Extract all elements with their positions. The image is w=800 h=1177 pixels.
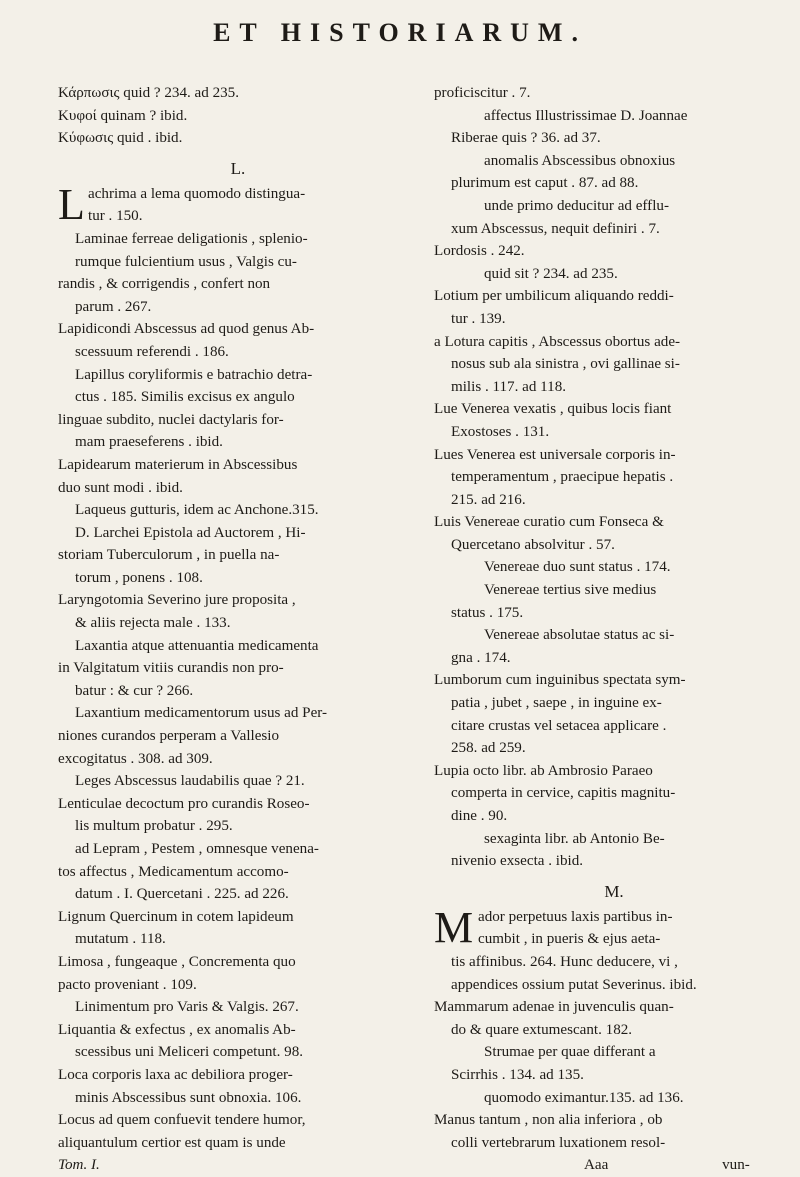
index-line: Laxantia atque attenuantia medicamenta [75,637,319,654]
index-line: Κυφοί quinam ? ibid. [58,107,188,124]
index-line: gna . 174. [451,649,511,666]
index-line: do & quare extumescant. 182. [451,1021,633,1038]
left-column [58,82,418,1177]
index-line: Lues Venerea est universale corporis in- [434,446,676,463]
left-body-entries [58,228,418,1154]
index-line: Lapidearum materierum in Abscessibus [58,456,298,473]
index-line: ctus . 185. Similis excisus ex angulo [75,389,295,406]
index-line: affectus Illustrissimae D. Joannae [484,107,688,124]
right-column [434,82,794,1177]
index-line: Lenticulae decoctum pro curandis Roseo- [58,795,310,812]
index-line: citare crustas vel setacea applicare . [451,717,667,734]
index-line: Lue Venerea vexatis , quibus locis fiant [434,401,672,418]
signature-mark: Aaa [584,1157,609,1174]
index-line: Quercetano absolvitur . 57. [451,536,615,553]
index-line: niones curandos perperam a Vallesio [58,728,280,745]
index-line: Scirrhis . 134. ad 135. [451,1066,584,1083]
index-line: dine . 90. [451,808,508,824]
index-line: quomodo eximantur.135. ad 136. [484,1089,684,1106]
index-line: Manus tantum , non alia inferiora , ob [434,1112,663,1129]
dropcap-entry-m [434,902,794,952]
index-line: 258. ad 259. [451,740,526,757]
index-line: Linimentum pro Varis & Valgis. 267. [75,999,299,1016]
index-line: mutatum . 118. [75,931,166,948]
index-line: Laryngotomia Severino jure proposita , [58,592,296,609]
index-line: Exostoses . 131. [451,423,550,440]
index-line: 215. ad 216. [451,491,526,508]
index-line: mam praeseferens . ibid. [75,434,223,451]
index-line: in Valgitatum vitiis curandis non pro- [58,660,284,677]
index-line: & aliis rejecta male . 133. [75,615,231,632]
index-line: Venereae duo sunt status . 174. [484,559,671,576]
index-line: ad Lepram , Pestem , omnesque venena- [75,841,319,857]
index-line: Strumae per quae differant a [484,1044,656,1061]
index-line: Venereae tertius sive medius [484,582,657,599]
index-line: Venereae absolutae status ac si- [484,627,675,644]
index-line: Lordosis . 242. [434,243,525,260]
index-line: pacto proveniant . 109. [58,976,197,993]
index-line: temperamentum , praecipue hepatis . [451,469,674,486]
index-line: storiam Tuberculorum , in puella na- [58,547,280,564]
index-line: Lapidicondi Abscessus ad quod genus Ab- [58,321,315,338]
index-line: Κάρπωσις quid ? 234. ad 235. [58,85,239,101]
index-line: Κύφωσις quid . ibid. [58,130,183,147]
index-line: Riberae quis ? 36. ad 37. [451,130,601,147]
index-line: Loca corporis laxa ac debiliora proger- [58,1066,293,1083]
volume-footer: Tom. I. [58,1157,100,1174]
index-line: tos affectus , Medicamentum accomo- [58,863,289,880]
signature-footer [434,1154,794,1177]
index-line: Lumborum cum inguinibus spectata sym- [434,672,686,689]
index-line: Limosa , fungeaque , Concrementa quo [58,953,296,970]
left-top-entries [58,82,418,150]
dropcap-entry-l [58,179,418,229]
index-line: Locus ad quem confuevit tendere humor, [58,1112,306,1129]
index-line: quid sit ? 234. ad 235. [484,265,618,282]
index-line: milis . 117. ad 118. [451,378,567,395]
index-line: parum . 267. [75,298,152,315]
index-line: scessibus uni Meliceri competunt. 98. [75,1044,304,1061]
index-line: linguae subdito, nuclei dactylaris for- [58,411,284,428]
index-line: sexaginta libr. ab Antonio Be- [484,830,665,847]
index-line: torum , ponens . 108. [75,569,203,586]
index-line: tis affinibus. 264. Hunc deducere, vi , [451,953,678,970]
index-line: patia , jubet , saepe , in inguine ex- [451,695,662,712]
dropcap-l: L [58,179,85,229]
index-line: nosus sub ala sinistra , ovi gallinae si- [451,356,680,373]
section-letter-l: L. [230,158,246,178]
index-line: nivenio exsecta . ibid. [451,853,584,870]
index-line: D. Larchei Epistola ad Auctorem , Hi- [75,524,306,541]
right-top-entries [434,82,794,873]
index-line: lis multum probatur . 295. [75,818,233,835]
index-line: plurimum est caput . 87. ad 88. [451,175,639,192]
index-line: Lignum Quercinum in cotem lapideum [58,908,294,925]
index-line: proficiscitur . 7. [434,85,531,101]
index-line: randis , & corrigendis , confert non [58,276,271,293]
index-line: Mammarum adenae in juvenculis quan- [434,999,674,1016]
index-line: Laxantium medicamentorum usus ad Per- [75,705,328,722]
entry-line: tur . 150. [88,208,143,225]
entry-line: ador perpetuus laxis partibus in- [478,908,673,925]
index-line: status . 175. [451,604,524,621]
index-line: batur : & cur ? 266. [75,682,194,699]
index-line: Luis Venereae curatio cum Fonseca & [434,514,664,531]
index-line: datum . I. Quercetani . 225. ad 226. [75,886,289,903]
index-line: Laqueus gutturis, idem ac Anchone.315. [75,502,319,519]
index-line: excogitatus . 308. ad 309. [58,750,213,767]
index-line: tur . 139. [451,310,506,327]
index-line: Lotium per umbilicum aliquando reddi- [434,288,674,305]
index-line: appendices ossium putat Severinus. ibid. [451,976,697,993]
index-line: a Lotura capitis , Abscessus obortus ade- [434,333,681,350]
section-letter-m: M. [604,881,624,901]
entry-line: cumbit , in pueris & ejus aeta- [478,931,661,948]
index-line: xum Abscessus, nequit definiri . 7. [451,220,660,237]
index-line: rumque fulcientium usus , Valgis cu- [75,253,297,270]
index-line: colli vertebrarum luxationem resol- [451,1134,666,1151]
index-line: Liquantia & exfectus , ex anomalis Ab- [58,1021,296,1038]
index-line: unde primo deducitur ad efflu- [484,197,669,214]
index-line: Lupia octo libr. ab Ambrosio Paraeo [434,762,653,779]
index-line: scessuum referendi . 186. [75,343,229,360]
dropcap-m: M [434,902,474,952]
entry-line: achrima a lema quomodo distingua- [88,185,306,202]
index-line: anomalis Abscessibus obnoxius [484,152,676,169]
right-body-entries [434,951,794,1154]
index-line: Leges Abscessus laudabilis quae ? 21. [75,773,305,790]
index-line: aliquantulum certior est quam is unde [58,1134,286,1151]
index-line: Lapillus coryliformis e batrachio detra- [75,366,313,383]
running-header: ET HISTORIARUM. [213,18,587,47]
index-line: minis Abscessibus sunt obnoxia. 106. [75,1089,302,1106]
index-line: Laminae ferreae deligationis , splenio- [75,230,308,247]
catchword: vun- [722,1157,750,1174]
index-line: duo sunt modi . ibid. [58,479,183,496]
index-line: comperta in cervice, capitis magnitu- [451,785,676,802]
